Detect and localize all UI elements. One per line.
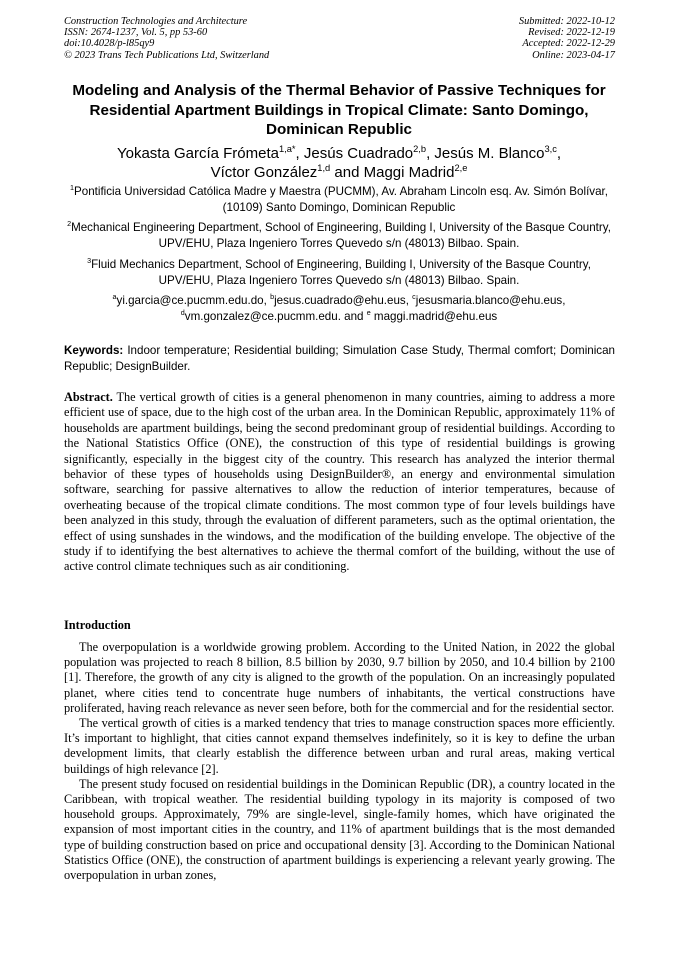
keywords (64, 343, 615, 374)
dates-header (519, 16, 615, 61)
introduction-body (64, 640, 615, 883)
author-1: Yokasta García Frómeta (116, 145, 279, 162)
author-emails (64, 293, 614, 324)
email-marker: d (180, 307, 185, 317)
email-a[interactable]: yi.garcia@ce.pucmm.edu.do, (116, 294, 271, 307)
author-4-affil: 1,d (317, 163, 331, 173)
email-marker: c (412, 292, 416, 302)
submitted-date: Submitted: 2022-10-12 (518, 16, 615, 27)
author-3-affil: 3,c (544, 144, 557, 154)
keywords-label: Keywords: (64, 344, 124, 357)
affiliation-2 (64, 220, 614, 252)
author-and: and (330, 164, 364, 181)
journal-name: Construction Technologies and Architecture (64, 16, 248, 27)
email-c[interactable]: jesusmaria.blanco@ehu.eus, (415, 294, 566, 307)
affiliation-text: Mechanical Engineering Department, School of Engineering, Building I, University of the Basque Country, UPV/EHU, Plaza Ingeniero Torres Quevedo s/n (48013) Bilbao. Spain. (71, 221, 611, 250)
author-5: Maggi Madrid (363, 164, 455, 181)
paragraph: The vertical growth of cities is a marked tendency that tries to manage construction spaces more efficiently. It’s important to highlight, that cities cannot expand themselves indefinitely, so it is key to define the urban development limits, that clearly establish the difference between urban and rural areas, making vertical buildings of high relevance [2]. (64, 716, 615, 776)
copyright-line: © 2023 Trans Tech Publications Ltd, Switzerland (64, 49, 270, 61)
journal-header (64, 16, 269, 61)
section-heading-introduction: Introduction (64, 618, 131, 632)
author-separator: , (295, 145, 304, 162)
keywords-text: Indoor temperature; Residential building; Simulation Case Study, Thermal comfort; Dominican Republic; DesignBuilder. (64, 344, 615, 373)
affiliation-1 (64, 184, 614, 216)
author-list (62, 144, 616, 182)
paragraph: The overpopulation is a worldwide growing problem. According to the United Nation, in 2022 the global population was projected to reach 8 billion, 8.5 billion by 2030, 9.7 billion by 2050, and 10.4 billion by 2100 [1]. Therefore, the growth of any city is aligned to the growth of the population. On an increasingly populated planet, where cities tend to concentrate huge numbers of inhabitants, the vertical constructions have proliferated, having reach relevance as never seen before, both for the commercial and for the residential sector. (64, 640, 615, 715)
abstract-text: The vertical growth of cities is a general phenomenon in many countries, aiming to address a more efficient use of space, due to the high cost of the urban area. In the Dominican Republic, approximately 11% of households are apartment buildings, being the second predominant group of residential buildings. According to the National Statistics Office (ONE), the construction of this type of residential buildings is growing significantly, especially in the biggest city of the country. This research has analyzed the interior thermal behavior of these types of households using DesignBuilder®, an energy and environmental simulation software, searching for passive alternatives to allow the reduction of interior temperatures, because of overheating because of the tropical climate conditions. The most common type of four levels buildings have been analyzed in this study, through the evaluation of different parameters, such as the optimal orientation, the effect of using sunshades in the windows, and the modification of the building envelope. The objective of the study if to identifying the best alternatives to achieve the thermal comfort of the building, without the use of active control climate techniques such as air conditioning. (64, 390, 615, 574)
doi-line[interactable]: doi:10.4028/p-l85qy9 (64, 38, 155, 50)
email-marker: b (270, 292, 275, 302)
author-separator: , (426, 145, 435, 162)
revised-date: Revised: 2022-12-19 (528, 27, 615, 39)
paragraph: The present study focused on residential buildings in the Dominican Republic (DR), a country located in the Caribbean, with tropical weather. The residential building typology in its majority is composed of two household groups. Approximately, 79% are single-level, single-family homes, which have originated the expansion of most important cities in the country, and 11% of apartment buildings that is the most demanded type of building construction based on price and occupational density [3]. According to the Dominican National Statistics Office (ONE), the construction of apartment buildings is experiencing a relevant yearly growing. The overpopulation in urban zones, (64, 776, 615, 883)
affiliation-text: Pontificia Universidad Católica Madre y Maestra (PUCMM), Av. Abraham Lincoln esq. Av. Simón Bolívar, (10109) Santo Domingo, Dominican Republic (74, 185, 608, 214)
paper-title: Modeling and Analysis of the Thermal Behavior of Passive Techniques for Residential Apartment Buildings in Tropical Climate: Santo Domingo, Dominican Republic (72, 82, 606, 138)
email-marker: e (366, 307, 371, 317)
author-separator: , (556, 145, 562, 162)
email-d[interactable]: vm.gonzalez@ce.pucmm.edu. and (184, 309, 367, 323)
author-5-affil: 2,e (454, 163, 468, 173)
issn-line: ISSN: 2674-1237, Vol. 5, pp 53-60 (64, 27, 208, 39)
affiliation-3 (64, 257, 614, 289)
author-3: Jesús M. Blanco (434, 145, 545, 162)
affiliation-number: 2 (67, 219, 72, 229)
accepted-date: Accepted: 2022-12-29 (522, 38, 615, 50)
affiliation-number: 1 (70, 183, 75, 193)
affiliation-number: 3 (87, 256, 92, 266)
affiliation-text: Fluid Mechanics Department, School of Engineering, Building I, University of the Basque Country, UPV/EHU, Plaza Ingeniero Torres Quevedo s/n (48013) Bilbao. Spain. (91, 258, 591, 287)
online-date: Online: 2023-04-17 (532, 49, 615, 61)
email-b[interactable]: jesus.cuadrado@ehu.eus, (274, 294, 413, 307)
abstract-label: Abstract. (64, 390, 113, 404)
author-1-affil: 1,a* (279, 144, 296, 154)
author-2: Jesús Cuadrado (303, 145, 414, 162)
author-2-affil: 2,b (413, 144, 427, 154)
abstract (64, 390, 615, 575)
author-4: Víctor González (210, 164, 318, 181)
email-marker: a (112, 292, 117, 302)
email-e[interactable]: maggi.madrid@ehu.eus (370, 309, 498, 323)
